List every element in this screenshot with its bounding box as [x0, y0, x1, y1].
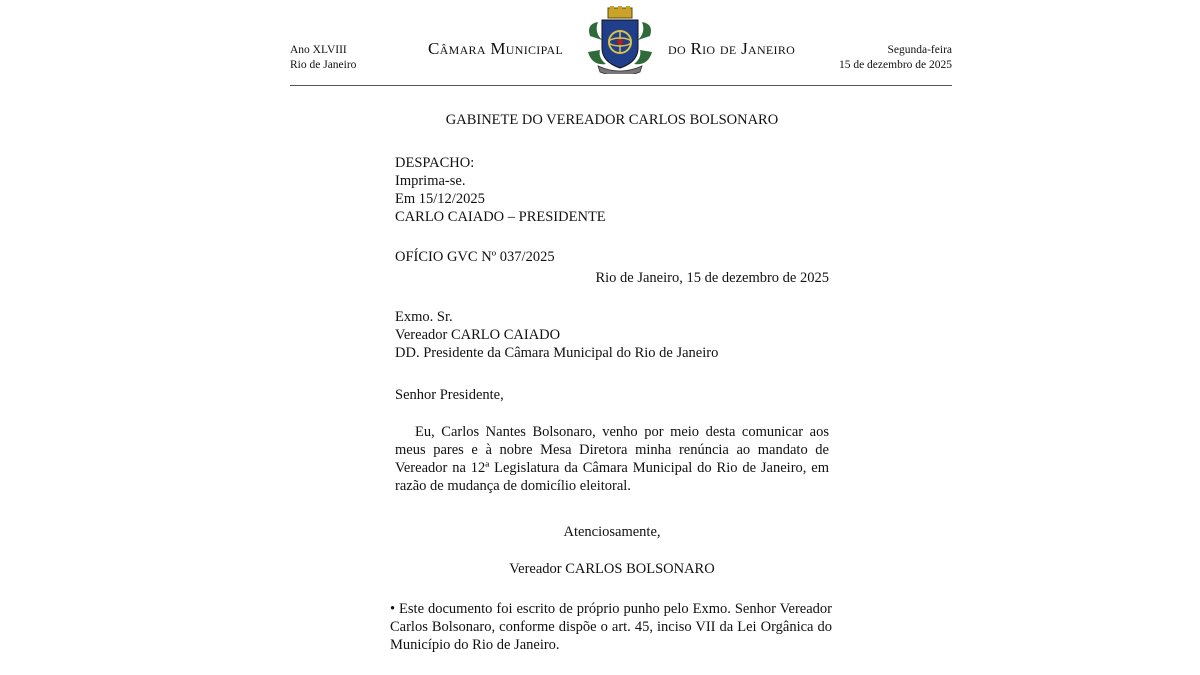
letter-body: Eu, Carlos Nantes Bolsonaro, venho por meio desta comunicar aos meus pares e à nobre Mesa Diretora minha renúncia ao mandato de Vereador na 12ª Legislatura da Câmara Municipal do Rio de Janeiro, em razão de mudança de domicílio eleitoral. [395, 424, 829, 494]
salutation: Senhor Presidente, [395, 387, 504, 403]
despacho-block [395, 154, 829, 226]
signature: Vereador CARLOS BOLSONARO [509, 561, 715, 577]
address-honorific: Exmo. Sr. [395, 309, 453, 325]
weekday: Segunda-feira [887, 44, 952, 56]
despacho-signer: CARLO CAIADO – PRESIDENTE [395, 209, 606, 225]
header-edition-info [290, 43, 356, 73]
masthead-left: Câmara Municipal [428, 39, 564, 58]
edition-city: Rio de Janeiro [290, 59, 357, 71]
oficio-number: OFÍCIO GVC Nº 037/2025 [395, 249, 555, 265]
despacho-order: Imprima-se. [395, 173, 466, 189]
municipal-coat-of-arms-icon [584, 6, 656, 74]
address-recipient: Vereador CARLO CAIADO [395, 327, 561, 343]
footnote: • Este documento foi escrito de próprio punho pelo Exmo. Senhor Vereador Carlos Bolsonaro, conforme dispõe o art. 45, inciso VII da Lei Orgânica do Município do Rio de Janeiro. [390, 601, 832, 653]
header-divider [290, 85, 952, 86]
despacho-date: Em 15/12/2025 [395, 191, 485, 207]
letter-date: Rio de Janeiro, 15 de dezembro de 2025 [595, 270, 829, 286]
address-block [395, 308, 829, 362]
document-title: GABINETE DO VEREADOR CARLOS BOLSONARO [445, 112, 779, 128]
closing: Atenciosamente, [563, 524, 661, 540]
masthead-right: do Rio de Janeiro [668, 39, 796, 58]
publication-date: 15 de dezembro de 2025 [838, 59, 952, 71]
address-title: DD. Presidente da Câmara Municipal do Rio de Janeiro [395, 345, 719, 361]
edition-year: Ano XLVIII [290, 44, 347, 56]
despacho-label: DESPACHO: [395, 155, 475, 171]
header-date-info [839, 43, 952, 73]
